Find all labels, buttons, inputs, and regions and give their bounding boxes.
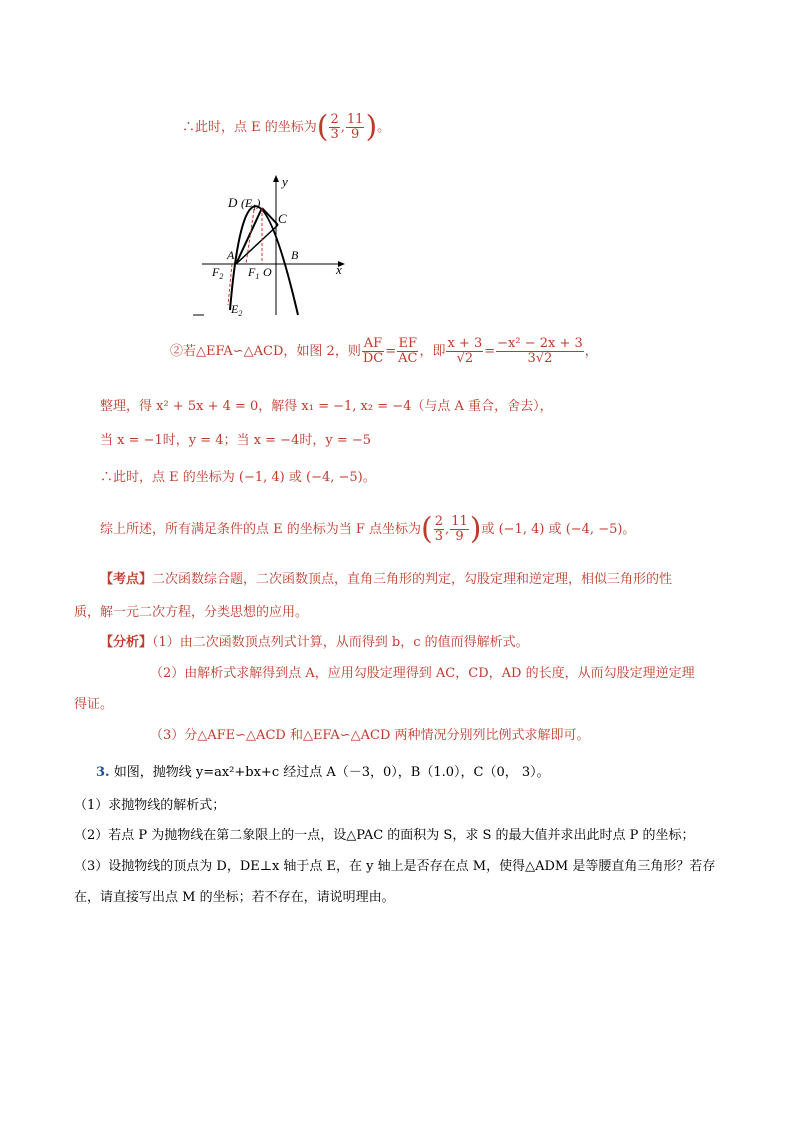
- comma: ,: [445, 522, 450, 537]
- frac-num: x + 3: [447, 336, 483, 352]
- fraction-11-9: [450, 515, 469, 543]
- question-stem: 如图，抛物线 y=ax²+bx+c 经过点 A（－3，0），B（1.0），C（0， 3）。: [113, 765, 550, 780]
- question-3-sub-1: （1）求抛物线的解析式；: [74, 798, 226, 813]
- label-E2: $E_2$: [231, 302, 243, 318]
- frac-num: 2: [434, 514, 444, 530]
- frac-num: 11: [346, 112, 364, 128]
- frac-den: √2: [456, 351, 474, 366]
- kaodian-line-1: [100, 568, 672, 587]
- fenxi-line-1: [100, 631, 529, 650]
- question-number: 3.: [96, 765, 110, 780]
- fraction-2-3: [329, 113, 339, 141]
- paren-close: ): [469, 511, 482, 547]
- fenxi-line-3: 得证。: [74, 697, 114, 712]
- comma: ,: [340, 120, 345, 135]
- label-F1: $F_1$: [248, 265, 260, 281]
- line-6-suffix: 或 (−1, 4) 或 (−4, −5)。: [481, 522, 636, 537]
- line-2: [170, 332, 598, 372]
- label-E1: $(E_1)$: [241, 196, 261, 212]
- label-C: C: [278, 211, 287, 226]
- line-4: 当 x = −1时，y = 4；当 x = −4时，y = −5: [100, 433, 372, 448]
- fraction-x3-root2: [446, 337, 483, 365]
- frac-num: 11: [451, 514, 468, 530]
- paren-open: (: [316, 109, 329, 145]
- label-F2: $F_2$: [212, 265, 224, 281]
- line-1-prefix: ∴此时，点 E 的坐标为: [182, 120, 317, 135]
- equals: =: [484, 344, 496, 359]
- label-y: y: [282, 174, 288, 189]
- frac-den: 9: [455, 529, 464, 544]
- frac-num: AF: [363, 336, 383, 352]
- fenxi-line-4: （3）分△AFE∽△ACD 和△EFA∽△ACD 两种情况分别列比例式求解即可。: [150, 728, 590, 743]
- kaodian-line-2: 质，解一元二次方程，分类思想的应用。: [74, 605, 309, 620]
- question-3-sub-3a: （3）设抛物线的顶点为 D，DE⊥x 轴于点 E，在 y 轴上是否存在点 M，使得△ADM 是等腰直角三角形？若存: [74, 859, 716, 874]
- question-3-sub-2: （2）若点 P 为抛物线在第二象限上的一点，设△PAC 的面积为 S，求 S 的最大值并求出此时点 P 的坐标；: [74, 828, 695, 843]
- line-2-mid: ，即: [419, 344, 446, 359]
- line-6: [100, 510, 635, 550]
- frac-num: −x² − 2x + 3: [497, 336, 583, 352]
- fraction-11-9: [346, 113, 365, 141]
- fenxi-p1: （1）由二次函数顶点列式计算，从而得到 b，c 的值而得解析式。: [152, 635, 529, 650]
- frac-den: AC: [398, 351, 418, 366]
- parabola-figure: [190, 170, 360, 320]
- frac-num: 2: [330, 112, 339, 128]
- label-A: A: [227, 248, 235, 262]
- y-axis-arrow: [273, 175, 279, 182]
- frac-den: 9: [351, 127, 360, 142]
- label-x: x: [336, 262, 342, 277]
- equals: =: [385, 344, 397, 359]
- frac-den: 3: [434, 529, 444, 544]
- kaodian-text: 二次函数综合题，二次函数顶点，直角三角形的判定，勾股定理和逆定理，相似三角形的性: [152, 572, 673, 587]
- paren-close: ): [365, 109, 378, 145]
- frac-num: EF: [398, 336, 418, 352]
- fraction-quadratic: [496, 337, 584, 365]
- line-1: [182, 108, 390, 148]
- fraction-EF-AC: [397, 337, 418, 365]
- fraction-AF-DC: [362, 337, 384, 365]
- line-5: ∴此时，点 E 的坐标为 (−1, 4) 或 (−4, −5)。: [100, 470, 376, 485]
- label-D: D: [228, 195, 238, 210]
- paren-open: (: [421, 511, 433, 547]
- fraction-2-3: [434, 515, 444, 543]
- question-3-stem: [96, 761, 550, 780]
- line-6-prefix: 综上所述，所有满足条件的点 E 的坐标为当 F 点坐标为: [100, 522, 422, 537]
- kaodian-tag: 【考点】: [100, 572, 153, 587]
- question-3-sub-3b: 在，请直接写出点 M 的坐标；若不存在，请说明理由。: [74, 890, 395, 905]
- frac-den: 3√2: [527, 351, 553, 366]
- line-2-prefix: ②若△EFA∽△ACD，如图 2，则: [170, 344, 361, 359]
- period: 。: [377, 120, 391, 135]
- line-3: 整理，得 x² + 5x + 4 = 0，解得 x₁ = −1, x₂ = −4（与点 A 重合，舍去），: [100, 399, 553, 414]
- dashed-vertex: [246, 210, 254, 264]
- comma: ，: [584, 344, 598, 359]
- frac-den: 3: [330, 127, 339, 142]
- label-O: O: [263, 265, 272, 279]
- fenxi-tag: 【分析】: [100, 635, 153, 650]
- label-B: B: [291, 248, 299, 262]
- frac-den: DC: [362, 351, 384, 366]
- fenxi-line-2: （2）由解析式求解得到点 A，应用勾股定理得到 AC，CD，AD 的长度，从而勾股定理逆定理: [150, 666, 695, 681]
- segment-AC: [236, 225, 278, 264]
